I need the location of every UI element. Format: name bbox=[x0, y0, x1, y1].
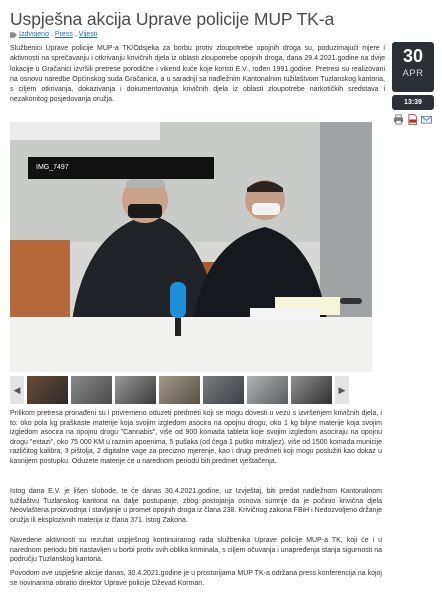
article-paragraph: Istog dana E.V. je lišen slobode, te će danas 30.4.2021.godine, uz Izvještaj, biti predat nadležnom Kantonalnom tužilaštvu Tuzlanskog kantona na dalje postupanje, zbog postojanja osnova sumnje da je počinio krivična djela Neovlaštena proizvodnja i stavljanje u promet opojnih droga iz člana 238. Krivičnog zakona FBiH i Nedozvoljeno držanje oružja ili eksplozivnih materija iz člana 371. istog Zakona. bbox=[10, 488, 382, 524]
article-paragraph: Povodom ove uspješne akcije danas, 30.4.2021.godine je u prostorijama MUP TK-a održana press konferencija na kojoj se novinarima obratio direktor Uprave policije Dževad Korman. bbox=[10, 570, 382, 587]
photo-gallery-strip bbox=[10, 376, 372, 404]
article-tags bbox=[10, 31, 97, 38]
tag-link-vijesti[interactable]: Vijesti bbox=[78, 31, 98, 38]
article-photo[interactable] bbox=[10, 122, 372, 372]
tag-separator: , bbox=[50, 31, 53, 38]
gallery-thumbnail[interactable] bbox=[159, 376, 200, 404]
article-title: Uspješna akcija Uprave policije MUP TK-a bbox=[10, 9, 335, 29]
print-icon[interactable] bbox=[393, 114, 404, 125]
date-badge bbox=[392, 42, 434, 92]
gallery-next-button[interactable]: ▶ bbox=[335, 376, 349, 404]
pdf-icon[interactable] bbox=[407, 114, 418, 125]
gallery-thumbnail[interactable] bbox=[115, 376, 156, 404]
date-day: 30 bbox=[402, 46, 424, 66]
gallery-thumbnail[interactable] bbox=[203, 376, 244, 404]
photo-caption: IMG_7497 bbox=[28, 157, 214, 179]
gallery-prev-button[interactable]: ◀ bbox=[10, 376, 24, 404]
gallery-thumbnail[interactable] bbox=[71, 376, 112, 404]
gallery-thumbnail[interactable] bbox=[291, 376, 332, 404]
article-intro: Službenici Uprave policije MUP-a TK/Odsjeka za borbu protiv zloupotrebe opojnih droga su, poduzimajući mjere i aktivnosti na sprečavanju i otkrivanju krivičnih djela iz oblasti zloupotrebe opojnih droga, dana 29.4.2021.godine na dvije lokacije u Gračanici izvršili pretrese porodične i vikend kuće koje koristi E.V., rođen 1991.godine. Pretresi su realizovani na osnovu naredbe Općinskog suda Gračanica, a u saradnji sa nadležnim Kantonalnim tužilaštvom Tuzlanskog kantona, s ciljem otkrivanja, dokazivanja i dokumentovanja krivičnih djela iz oblasti zloupotrebe narkotičkih sredstava i nezakonitog posjedovanja oružja. bbox=[10, 45, 385, 104]
tag-icon bbox=[10, 32, 17, 38]
time-badge: 13:39 bbox=[392, 95, 434, 110]
tag-separator: , bbox=[74, 31, 77, 38]
article-paragraph: Navedene aktivnosti su rezultat uspješnog kontinuiranog rada službenika Uprave policije MUP-a TK, koji će i u narednom periodu biti nastavljen u borbi protiv svih oblika kriminala, s ciljem očuvanja i unapređenja stanja sigurnosti na području Tuzlanskog kantona. bbox=[10, 537, 382, 564]
article-paragraph: Prilikom pretresa pronađeni su i privremeno oduzeti predmeti koji se mogu dovesti u vezu s izvršenjem krivičnih djela, i to: oko pola kg praškaste materije koja svojim izgledom asocira na opojnu drogu, oko 1 kg biljne materije koja svojim izgledom asocira na opojnu drogu "Cannabis", više od 900 komada tableta koje svojim izgledom asociraju na opojnu drogu "extazi", oko 75 000 KM u raznim apoenima, 5 pušaka (od čega 1 puško mitraljez), više od 1500 komada municije različitog kalibra, 3 pištolja, 2 digitalne vage za precizno mjerenje, kao i drugi predmeti koji mogu poslužiti kao dokaz u kasnijem postupku. Oduzete materije će u narednom periodu biti predmet vještačenja. bbox=[10, 410, 382, 465]
gallery-thumbnail[interactable] bbox=[27, 376, 68, 404]
tag-link-izdvojeno[interactable]: Izdvojeno bbox=[19, 31, 49, 38]
article-tools bbox=[393, 114, 432, 125]
date-month: APR bbox=[402, 68, 424, 79]
email-icon[interactable] bbox=[421, 114, 432, 125]
tag-link-press[interactable]: Press bbox=[54, 31, 73, 38]
gallery-thumbnail[interactable] bbox=[247, 376, 288, 404]
